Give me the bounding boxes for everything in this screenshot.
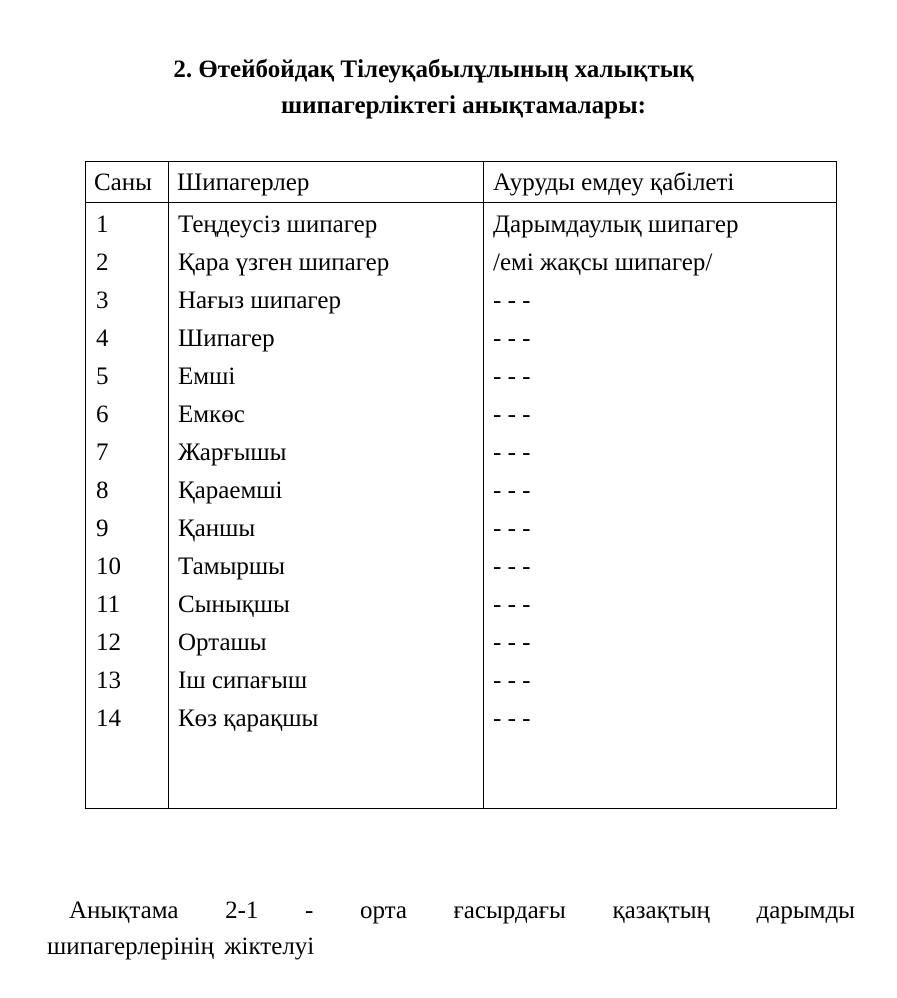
table-row (86, 244, 836, 282)
row-number: 7 (96, 439, 109, 466)
healer-name: Нағыз шипагер (178, 287, 341, 314)
row-number: 11 (96, 591, 121, 618)
healer-name: Қаншы (178, 515, 256, 542)
caption-word: - (305, 897, 314, 924)
healing-ability: - - - (493, 629, 531, 656)
healer-name: Сынықшы (178, 591, 290, 618)
table-row (86, 320, 836, 358)
table-row (86, 282, 836, 320)
header-healers: Шипагерлер (177, 169, 310, 196)
healer-name: Теңдеусіз шипагер (178, 211, 378, 238)
caption-word: қазақтың (612, 897, 710, 924)
healing-ability: - - - (493, 515, 531, 542)
healing-ability: - - - (493, 591, 531, 618)
table-row (86, 358, 836, 396)
table-row (86, 434, 836, 472)
healing-ability: - - - (493, 477, 531, 504)
document-title (0, 52, 897, 124)
table-row (86, 396, 836, 434)
caption-word: ғасырдағы (453, 897, 566, 924)
table-row (86, 700, 836, 738)
healing-ability: - - - (493, 667, 531, 694)
caption-word: орта (359, 897, 407, 924)
healer-name: Емкөс (178, 401, 245, 428)
healer-name: Емші (178, 363, 236, 390)
healer-name: Қара үзген шипагер (178, 249, 390, 276)
row-number: 14 (96, 705, 121, 732)
row-number: 3 (96, 287, 109, 314)
row-number: 2 (96, 249, 109, 276)
figure-caption (47, 893, 855, 965)
healing-ability: - - - (493, 705, 531, 732)
row-number: 13 (96, 667, 121, 694)
healing-ability: - - - (493, 401, 531, 428)
healer-name: Іш сипағыш (178, 667, 308, 694)
header-ability: Ауруды емдеу қабілеті (493, 169, 735, 196)
healer-name: Көз қарақшы (178, 705, 319, 732)
table-row (86, 206, 836, 244)
healer-name: Шипагер (178, 325, 275, 352)
table-row (86, 586, 836, 624)
healing-ability: /емі жақсы шипагер/ (493, 249, 713, 276)
healing-ability: Дарымдаулық шипагер (493, 211, 739, 238)
table-row (86, 548, 836, 586)
header-divider (86, 202, 836, 203)
header-count: Саны (94, 169, 152, 196)
healing-ability: - - - (493, 363, 531, 390)
healer-name: Тамыршы (178, 553, 285, 580)
row-number: 8 (96, 477, 109, 504)
row-number: 6 (96, 401, 109, 428)
row-number: 10 (96, 553, 121, 580)
table-row (86, 624, 836, 662)
row-number: 9 (96, 515, 109, 542)
caption-word: дарымды (756, 897, 855, 924)
table-body (86, 206, 836, 738)
title-line-1: 2. Өтейбойдақ Тілеуқабылұлының халықтық (173, 56, 694, 83)
healing-ability: - - - (493, 439, 531, 466)
caption-word: Анықтама (69, 897, 179, 924)
table-row (86, 662, 836, 700)
table-row (86, 472, 836, 510)
table-row (86, 510, 836, 548)
healing-ability: - - - (493, 325, 531, 352)
row-number: 4 (96, 325, 109, 352)
healer-name: Орташы (178, 629, 267, 656)
healers-table (85, 161, 837, 809)
caption-word: 2-1 (225, 897, 259, 924)
title-line-2: шипагерліктегі анықтамалары: (281, 92, 646, 119)
row-number: 5 (96, 363, 109, 390)
caption-line-2: шипагерлерінің жіктелуі (47, 933, 315, 960)
caption-line-1 (47, 893, 855, 929)
healer-name: Қараемші (178, 477, 283, 504)
healing-ability: - - - (493, 553, 531, 580)
row-number: 12 (96, 629, 121, 656)
row-number: 1 (96, 211, 109, 238)
healer-name: Жарғышы (178, 439, 287, 466)
healing-ability: - - - (493, 287, 531, 314)
